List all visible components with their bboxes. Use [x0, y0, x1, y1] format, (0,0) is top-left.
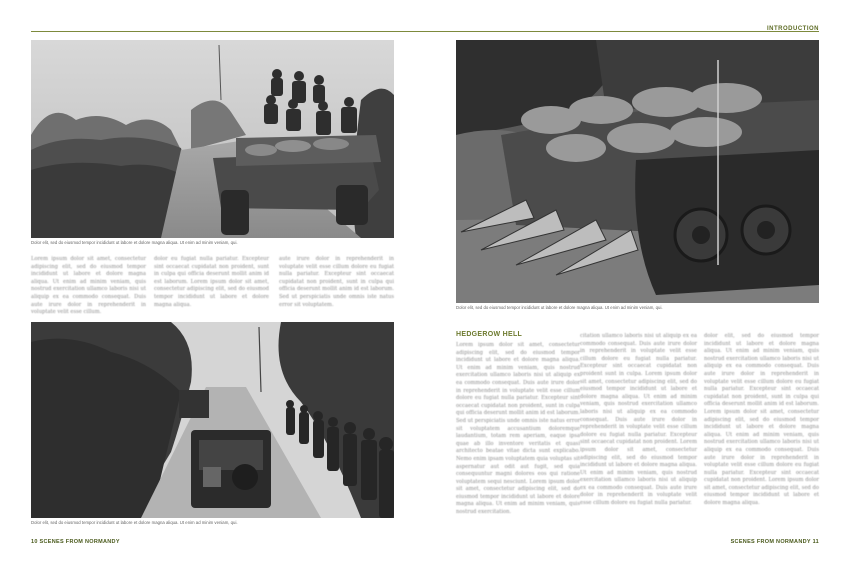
right-folio: SCENES FROM NORMANDY 11: [730, 539, 819, 545]
article-column: Lorem ipsum dolor sit amet, consectetur adipiscing elit, sed do eiusmod tempor incididunt ut labore et dolore magna aliqua. Ut enim ad minim veniam, quis nostrud exercitation ullamco laboris nisi ut aliquip ex ea commodo consequat. Duis aute irure dolor in reprehenderit in voluptate velit esse cillum dolore eu fugiat nulla pariatur. Excepteur sint occaecat cupidatat non proident, sunt in culpa qui officia deserunt mollit anim id est laborum. Sed ut perspiciatis unde omnis iste natus error sit voluptatem accusantium doloremque laudantium, totam rem aperiam, eaque ipsa quae ab illo inventore veritatis et quasi architecto beatae vitae dicta sunt explicabo. Nemo enim ipsam voluptatem quia voluptas sit aspernatur aut odit aut fugit, sed quia consequuntur magni dolores eos qui ratione voluptatem sequi nesciunt. Lorem ipsum dolor sit amet, consectetur adipiscing elit, sed do eiusmod tempor incididunt ut labore et dolore magna aliqua. Ut enim ad minim veniam, quis nostrud exercitation.: [456, 342, 580, 516]
article-column: dolor elit, sed do eiusmod tempor incididunt ut labore et dolore magna aliqua. Ut enim ad minim veniam, quis nostrud exercitation ullamco laboris nisi ut aliquip ex ea commodo consequat. Duis aute irure dolor in reprehenderit in voluptate velit esse cillum dolore eu fugiat nulla pariatur. Excepteur sint occaecat cupidatat non proident, sunt in culpa qui officia deserunt mollit anim id est laborum. Lorem ipsum dolor sit amet, consectetur adipiscing elit, sed do eiusmod tempor incididunt ut labore et dolore magna aliqua. Ut enim ad minim veniam, quis nostrud exercitation ullamco laboris nisi ut aliquip ex ea commodo consequat. Duis aute irure dolor in reprehenderit in voluptate velit esse cillum dolore eu fugiat nulla pariatur. Excepteur sint occaecat cupidatat non proident. Lorem ipsum dolor sit amet, consectetur adipiscing elit, sed do eiusmod tempor incididunt ut labore et dolore magna aliqua.: [704, 333, 819, 507]
photo-tank-with-soldiers: [31, 40, 394, 238]
photo-caption: Dolor elit, sed do eiusmod tempor incididunt ut labore et dolore magna aliqua. Ut enim ad minim veniam, qui.: [456, 305, 663, 310]
article-column: citation ullamco laboris nisi ut aliquip ex ea commodo consequat. Duis aute irure dolor in reprehenderit in voluptate velit esse cillum dolore eu fugiat nulla pariatur. Excepteur sint occaecat cupidatat non proident sunt in culpa. Lorem ipsum dolor sit amet, consectetur adipiscing elit, sed do eiusmod tempor incididunt ut labore et dolore magna aliqua. Ut enim ad minim veniam, quis nostrud exercitation ullamco laboris nisi ut aliquip ex ea commodo consequat. Duis aute irure dolor in reprehenderit in voluptate velit esse cillum dolore eu fugiat nulla pariatur. Excepteur sint occaecat cupidatat non proident. Lorem ipsum dolor sit amet, consectetur adipiscing elit, sed do eiusmod tempor incididunt ut labore et dolore magna aliqua. Ut enim ad minim veniam, quis nostrud exercitation ullamco laboris nisi ut aliquip ex ea commodo consequat. Duis aute irure dolor in reprehenderit in voluptate velit esse cillum dolore eu fugiat nulla pariatur.: [580, 333, 697, 507]
article-heading: HEDGEROW HELL: [456, 331, 523, 338]
photo-caption: Dolor elit, sed do eiusmod tempor incididunt ut labore et dolore magna aliqua. Ut enim ad minim veniam, qui.: [31, 240, 238, 245]
photo-caption: Dolor elit, sed do eiusmod tempor incididunt ut labore et dolore magna aliqua. Ut enim ad minim veniam, qui.: [31, 520, 238, 525]
header-rule: [31, 31, 819, 32]
body-column: aute irure dolor in reprehenderit in voluptate velit esse cillum dolore eu fugiat nulla pariatur. Excepteur sint occaecat cupidatat non proident, sunt in culpa qui officia deserunt mollit anim id est laborum. Sed ut perspiciatis unde omnis iste natus error sit voluptatem.: [279, 256, 394, 308]
photo-tank-hedge-cutter: [456, 40, 819, 303]
section-label: INTRODUCTION: [767, 26, 819, 32]
body-column: Lorem ipsum dolor sit amet, consectetur adipiscing elit, sed do eiusmod tempor incididunt ut labore et dolore magna aliqua. Ut enim ad minim veniam, quis nostrud exercitation ullamco laboris nisi ut aliquip ex ea commodo consequat. Duis aute irure dolor in reprehenderit in voluptate velit esse cillum.: [31, 256, 146, 314]
photo-infantry-column: [31, 322, 394, 518]
body-column: dolor eu fugiat nulla pariatur. Excepteur sint occaecat cupidatat non proident, sunt in culpa qui officia deserunt mollit anim id est laborum. Lorem ipsum dolor sit amet, consectetur adipiscing elit, sed do eiusmod tempor incididunt ut labore et dolore magna aliqua.: [154, 256, 269, 308]
left-folio: 10 SCENES FROM NORMANDY: [31, 539, 120, 545]
